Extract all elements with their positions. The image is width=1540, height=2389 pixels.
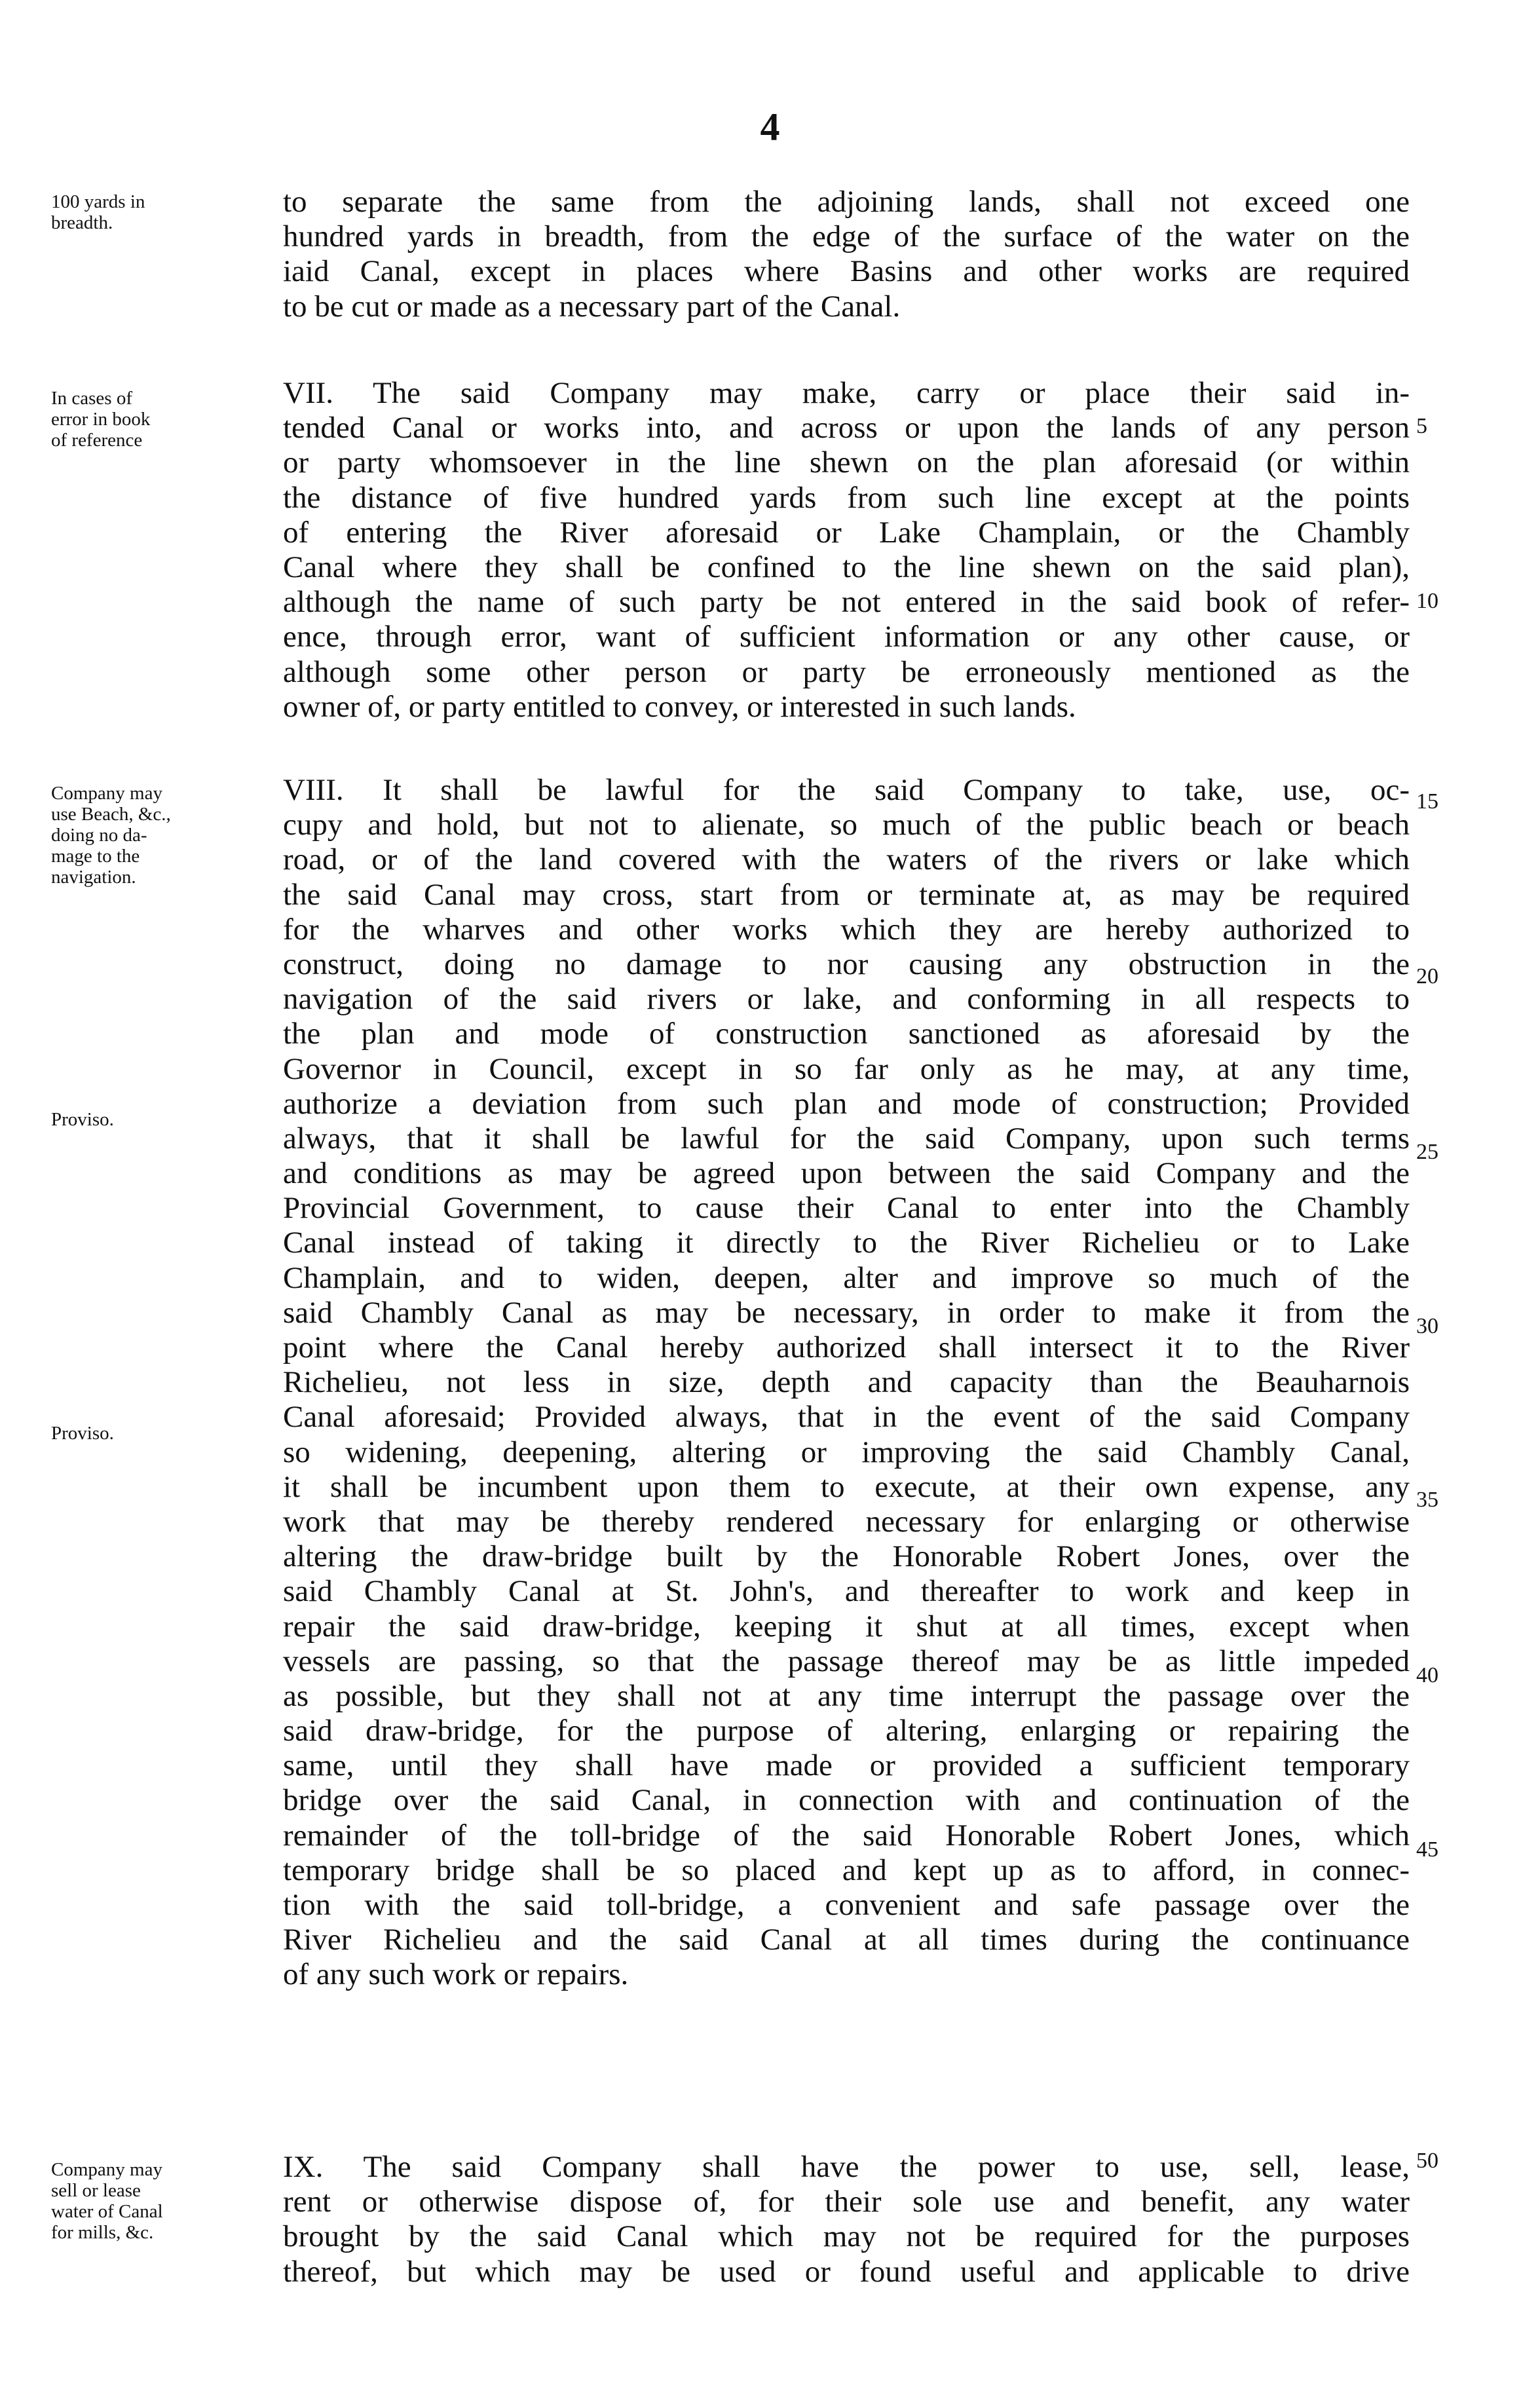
paragraph-breadth	[283, 185, 1410, 324]
section-viii	[283, 773, 1410, 1993]
text-line: for the wharves and other works which they are hereby authorized to	[283, 912, 1410, 947]
text-line: River Richelieu and the said Canal at all times during the continuance	[283, 1923, 1410, 1957]
page-number: 4	[760, 105, 780, 149]
text-line: and conditions as may be agreed upon between the said Company and the	[283, 1156, 1410, 1191]
line-number: 15	[1416, 789, 1438, 814]
line-number: 10	[1416, 589, 1438, 613]
text-line: IX. The said Company shall have the power to use, sell, lease,	[283, 2150, 1410, 2184]
text-line: Canal where they shall be confined to the line shewn on the said plan),	[283, 550, 1410, 584]
text-line: altering the draw-bridge built by the Honorable Robert Jones, over the	[283, 1539, 1410, 1574]
text-line: to be cut or made as a necessary part of the Canal.	[283, 289, 901, 324]
text-line: tion with the said toll-bridge, a convenient and safe passage over the	[283, 1888, 1410, 1922]
text-line: the plan and mode of construction sanctioned as aforesaid by the	[283, 1017, 1410, 1051]
margin-note-line: error in book	[51, 409, 151, 430]
text-line: VIII. It shall be lawful for the said Company to take, use, oc-	[283, 773, 1410, 807]
text-line: authorize a deviation from such plan and mode of construction; Provided	[283, 1086, 1410, 1121]
margin-note-line: Company may	[51, 783, 162, 804]
margin-note-line: 100 yards in	[51, 191, 145, 212]
text-line: although some other person or party be erroneously mentioned as the	[283, 654, 1410, 689]
text-line: or party whomsoever in the line shewn on the plan aforesaid (or within	[283, 445, 1410, 480]
text-line: ence, through error, want of sufficient information or any other cause, or	[283, 620, 1410, 654]
text-line: point where the Canal hereby authorized shall intersect it to the River	[283, 1330, 1410, 1364]
margin-note-line: Company may	[51, 2159, 162, 2180]
text-line: Canal instead of taking it directly to the River Richelieu or to Lake	[283, 1226, 1410, 1260]
text-line: owner of, or party entitled to convey, or interested in such lands.	[283, 689, 1076, 724]
text-line: remainder of the toll-bridge of the said Honorable Robert Jones, which	[283, 1818, 1410, 1853]
text-line: the distance of five hundred yards from such line except at the points	[283, 480, 1410, 515]
text-line: construct, doing no damage to nor causing any obstruction in the	[283, 947, 1410, 981]
text-line: temporary bridge shall be so placed and kept up as to afford, in connec-	[283, 1853, 1410, 1887]
text-line: so widening, deepening, altering or improving the said Chambly Canal,	[283, 1435, 1410, 1469]
margin-note-line: sell or lease	[51, 2180, 141, 2201]
margin-note-line: use Beach, &c.,	[51, 804, 171, 825]
margin-note-proviso-2	[51, 1423, 274, 1444]
line-number: 5	[1416, 414, 1427, 438]
text-line: Governor in Council, except in so far only as he may, at any time,	[283, 1051, 1410, 1086]
text-line: although the name of such party be not entered in the said book of refer-	[283, 585, 1410, 620]
line-number: 20	[1416, 964, 1438, 988]
text-line: brought by the said Canal which may not be required for the purposes	[283, 2219, 1410, 2254]
text-line: thereof, but which may be used or found useful and applicable to drive	[283, 2254, 1410, 2289]
text-line: it shall be incumbent upon them to execute, at their own expense, any	[283, 1469, 1410, 1504]
margin-note-line: water of Canal	[51, 2201, 163, 2222]
text-line: Provincial Government, to cause their Canal to enter into the Chambly	[283, 1191, 1410, 1226]
text-line: said draw-bridge, for the purpose of altering, enlarging or repairing the	[283, 1714, 1410, 1748]
text-line: hundred yards in breadth, from the edge of the surface of the water on the	[283, 219, 1410, 254]
text-line: rent or otherwise dispose of, for their sole use and benefit, any water	[283, 2185, 1410, 2219]
margin-note-line: doing no da-	[51, 825, 147, 846]
margin-note-line: navigation.	[51, 867, 136, 888]
margin-note-line: Proviso.	[51, 1109, 114, 1130]
text-line: repair the said draw-bridge, keeping it shut at all times, except when	[283, 1609, 1410, 1644]
margin-note-breadth	[51, 191, 274, 233]
margin-note-line: of reference	[51, 430, 143, 451]
text-line: as possible, but they shall not at any time interrupt the passage over the	[283, 1678, 1410, 1713]
margin-note-error-reference	[51, 388, 274, 451]
line-number: 30	[1416, 1314, 1438, 1338]
text-line: VII. The said Company may make, carry or place their said in-	[283, 376, 1410, 410]
section-ix	[283, 2150, 1410, 2289]
text-line: iaid Canal, except in places where Basins and other works are required	[283, 254, 1410, 289]
line-number: 45	[1416, 1837, 1438, 1862]
line-number: 40	[1416, 1663, 1438, 1687]
text-line: tended Canal or works into, and across or upon the lands of any person	[283, 411, 1410, 445]
text-line: Canal aforesaid; Provided always, that in the event of the said Company	[283, 1400, 1410, 1435]
text-line: road, or of the land covered with the waters of the rivers or lake which	[283, 842, 1410, 877]
text-line: same, until they shall have made or provided a sufficient temporary	[283, 1748, 1410, 1783]
margin-note-proviso-1	[51, 1109, 274, 1130]
margin-note-line: mage to the	[51, 846, 140, 867]
line-number: 35	[1416, 1488, 1438, 1512]
text-line: always, that it shall be lawful for the said Company, upon such terms	[283, 1121, 1410, 1156]
margin-note-line: for mills, &c.	[51, 2222, 154, 2243]
text-line: cupy and hold, but not to alienate, so much of the public beach or beach	[283, 808, 1410, 842]
margin-note-line: In cases of	[51, 388, 133, 409]
margin-note-sell-water	[51, 2159, 274, 2243]
margin-note-line: Proviso.	[51, 1423, 114, 1444]
line-number: 25	[1416, 1140, 1438, 1164]
text-line: said Chambly Canal at St. John's, and thereafter to work and keep in	[283, 1574, 1410, 1609]
text-line: the said Canal may cross, start from or terminate at, as may be required	[283, 877, 1410, 912]
text-line: of any such work or repairs.	[283, 1957, 629, 1992]
text-line: Richelieu, not less in size, depth and capacity than the Beauharnois	[283, 1365, 1410, 1400]
line-number: 50	[1416, 2149, 1438, 2173]
text-line: of entering the River aforesaid or Lake Champlain, or the Chambly	[283, 515, 1410, 550]
text-line: said Chambly Canal as may be necessary, in order to make it from the	[283, 1295, 1410, 1330]
text-line: Champlain, and to widen, deepen, alter and improve so much of the	[283, 1260, 1410, 1295]
margin-note-line: breadth.	[51, 212, 113, 233]
text-line: bridge over the said Canal, in connection with and continuation of the	[283, 1783, 1410, 1818]
section-vii	[283, 376, 1410, 724]
text-line: to separate the same from the adjoining lands, shall not exceed one	[283, 185, 1410, 219]
text-line: vessels are passing, so that the passage thereof may be as little impeded	[283, 1644, 1410, 1678]
margin-note-use-beach	[51, 783, 274, 888]
text-line: navigation of the said rivers or lake, and conforming in all respects to	[283, 982, 1410, 1017]
text-line: work that may be thereby rendered necessary for enlarging or otherwise	[283, 1504, 1410, 1539]
